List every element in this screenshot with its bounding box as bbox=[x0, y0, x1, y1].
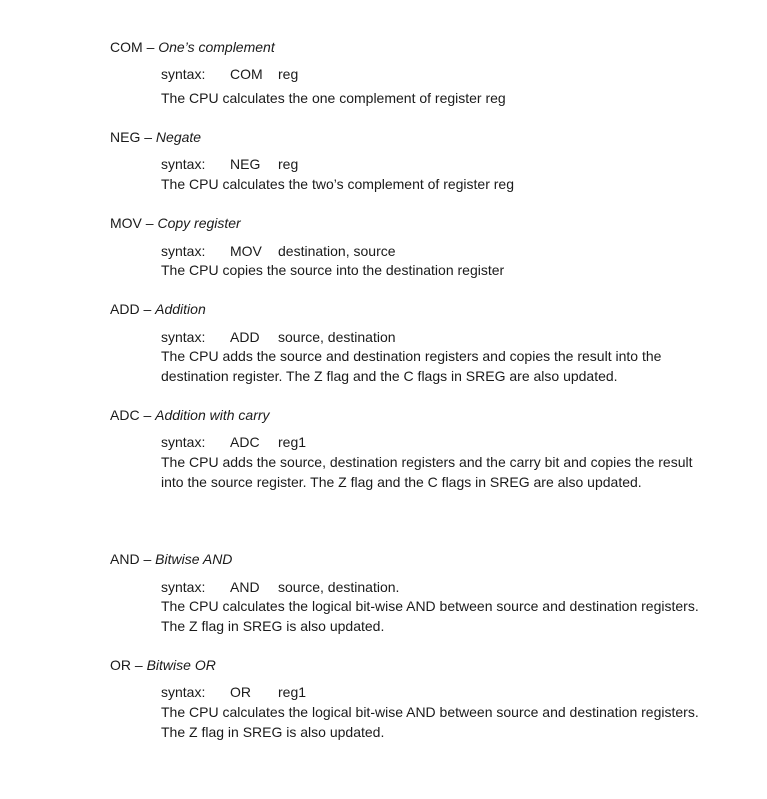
instruction-description: Addition with carry bbox=[155, 407, 270, 423]
syntax-label: syntax: bbox=[161, 684, 206, 700]
syntax-operands: reg1 bbox=[278, 684, 307, 700]
instruction-description: Bitwise AND bbox=[155, 551, 233, 567]
syntax-line bbox=[161, 155, 298, 173]
mnemonic: AND bbox=[110, 551, 140, 567]
syntax-label: syntax: bbox=[161, 434, 206, 450]
separator: – bbox=[146, 39, 155, 55]
syntax-op: ADD bbox=[230, 329, 260, 345]
syntax-label: syntax: bbox=[161, 243, 206, 259]
syntax-operands: reg1 bbox=[278, 434, 307, 450]
syntax-label: syntax: bbox=[161, 579, 206, 595]
syntax-op: OR bbox=[230, 684, 251, 700]
syntax-op: COM bbox=[230, 66, 263, 82]
instruction-text: The CPU calculates the one complement of register reg bbox=[161, 90, 506, 106]
mnemonic: NEG bbox=[110, 129, 141, 145]
syntax-line bbox=[161, 433, 306, 451]
instruction-text: The CPU adds the source and destination registers and copies the result into the destination register. The Z flag and the C flags in SREG are also updated. bbox=[161, 348, 662, 384]
instruction-description: Copy register bbox=[157, 215, 241, 231]
mnemonic: COM bbox=[110, 39, 143, 55]
syntax-op: NEG bbox=[230, 156, 261, 172]
instruction-description: Addition bbox=[155, 301, 206, 317]
syntax-operands: source, destination. bbox=[278, 579, 400, 595]
instruction-text: The CPU adds the source, destination registers and the carry bit and copies the result into the source register. The Z flag and the C flags in SREG are also updated. bbox=[161, 454, 693, 490]
syntax-line bbox=[161, 328, 396, 346]
mnemonic: ADD bbox=[110, 301, 140, 317]
instruction-text: The CPU copies the source into the destination register bbox=[161, 262, 505, 278]
syntax-label: syntax: bbox=[161, 66, 206, 82]
syntax-op: ADC bbox=[230, 434, 260, 450]
separator: – bbox=[145, 215, 154, 231]
syntax-label: syntax: bbox=[161, 156, 206, 172]
syntax-line bbox=[161, 578, 399, 596]
syntax-line bbox=[161, 683, 306, 701]
syntax-line bbox=[161, 65, 298, 83]
syntax-operands: destination, source bbox=[278, 243, 396, 259]
instruction-text: The CPU calculates the logical bit-wise AND between source and destination registers. The Z flag in SREG is also updated. bbox=[161, 704, 699, 740]
syntax-label: syntax: bbox=[161, 329, 206, 345]
instruction-heading bbox=[110, 128, 201, 146]
syntax-operands: reg bbox=[278, 156, 299, 172]
instruction-text: The CPU calculates the two’s complement of register reg bbox=[161, 176, 515, 192]
separator: – bbox=[143, 551, 152, 567]
syntax-line bbox=[161, 242, 396, 260]
syntax-op: MOV bbox=[230, 243, 262, 259]
separator: – bbox=[143, 301, 152, 317]
syntax-operands: reg bbox=[278, 66, 299, 82]
instruction-heading bbox=[110, 656, 216, 674]
mnemonic: MOV bbox=[110, 215, 142, 231]
instruction-heading bbox=[110, 38, 275, 56]
instruction-heading bbox=[110, 406, 270, 424]
separator: – bbox=[143, 407, 152, 423]
instruction-heading bbox=[110, 214, 241, 232]
mnemonic: ADC bbox=[110, 407, 140, 423]
instruction-description: One’s complement bbox=[158, 39, 275, 55]
instruction-text: The CPU calculates the logical bit-wise AND between source and destination registers. The Z flag in SREG is also updated. bbox=[161, 598, 699, 634]
separator: – bbox=[134, 657, 143, 673]
instruction-description: Bitwise OR bbox=[146, 657, 216, 673]
instruction-heading bbox=[110, 550, 232, 568]
syntax-operands: source, destination bbox=[278, 329, 396, 345]
instruction-heading bbox=[110, 300, 206, 318]
instruction-description: Negate bbox=[155, 129, 202, 145]
syntax-op: AND bbox=[230, 579, 260, 595]
separator: – bbox=[144, 129, 153, 145]
mnemonic: OR bbox=[110, 657, 131, 673]
